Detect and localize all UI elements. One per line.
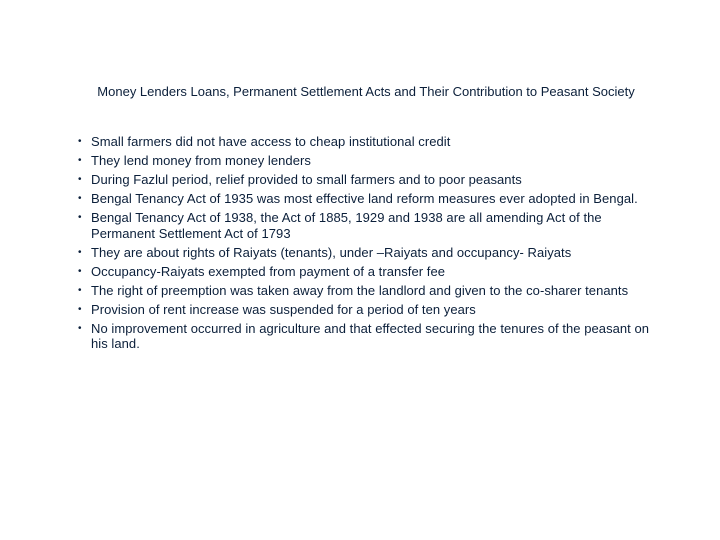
bullet-text: No improvement occurred in agriculture and that effected securing the tenures of the peasant on his land.: [91, 320, 650, 351]
bullet-dot-icon: •: [78, 303, 82, 315]
bullet-text: Small farmers did not have access to cheap institutional credit: [91, 134, 451, 149]
bullet-item: [78, 172, 663, 188]
bullet-dot-icon: •: [78, 155, 82, 166]
bullet-item: [78, 302, 663, 318]
bullet-text: Bengal Tenancy Act of 1938, the Act of 1885, 1929 and 1938 are all amending Act of the Permanent Settlement Act of 1793: [91, 210, 602, 241]
slide-title: Money Lenders Loans, Permanent Settlement Acts and Their Contribution to Peasant Society: [97, 84, 635, 99]
bullet-text: The right of preemption was taken away from the landlord and given to the co-sharer tenants: [91, 282, 629, 298]
bullet-item: [78, 134, 663, 150]
bullet-dot-icon: •: [78, 212, 82, 223]
bullet-dot-icon: •: [78, 284, 82, 296]
bullet-dot-icon: •: [78, 193, 82, 204]
bullet-dot-icon: •: [78, 136, 82, 147]
bullet-item: [78, 191, 663, 207]
bullet-text: Bengal Tenancy Act of 1935 was most effective land reform measures ever adopted in Bengal.: [91, 191, 638, 206]
bullet-text: They are about rights of Raiyats (tenants), under –Raiyats and occupancy- Raiyats: [91, 244, 572, 260]
bullet-item: [78, 264, 663, 280]
bullet-item: [78, 153, 663, 169]
bullet-text: Occupancy-Raiyats exempted from payment of a transfer fee: [91, 263, 446, 279]
bullet-item: [78, 283, 663, 299]
bullet-text: They lend money from money lenders: [91, 153, 311, 168]
bullet-item: [78, 321, 663, 352]
bullet-text: Provision of rent increase was suspended for a period of ten years: [91, 301, 476, 317]
bullet-dot-icon: •: [78, 246, 82, 258]
bullet-dot-icon: •: [78, 265, 82, 277]
bullet-item: [78, 245, 663, 261]
bullet-list: [78, 134, 663, 355]
bullet-dot-icon: •: [78, 322, 82, 334]
bullet-dot-icon: •: [78, 174, 82, 185]
bullet-item: [78, 210, 663, 241]
bullet-text: During Fazlul period, relief provided to small farmers and to poor peasants: [91, 172, 522, 187]
